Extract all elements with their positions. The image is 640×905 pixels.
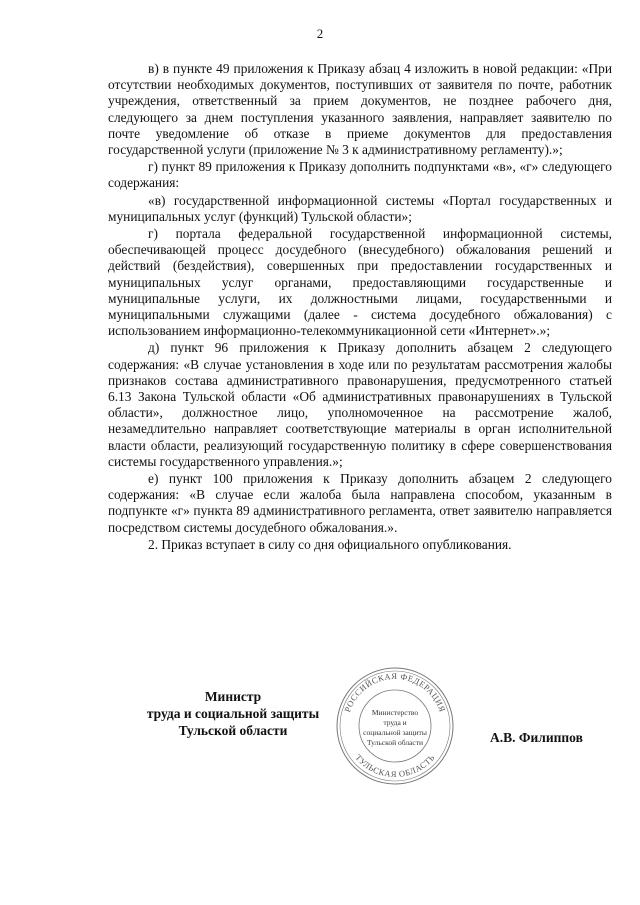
signatory-title-line2: труда и социальной защиты (146, 706, 320, 721)
seal-ring-bottom-text: ТУЛЬСКАЯ ОБЛАСТЬ (353, 752, 437, 780)
seal-ring-top-text: РОССИЙСКАЯ ФЕДЕРАЦИЯ (342, 670, 448, 714)
paragraph-e: е) пункт 100 приложения к Приказу дополнить абзацем 2 следующего содержания: «В случае если жалоба была направлена способом, указанным в подпункте «г» пункта 89 административного регламента, ответ заявителю направляется посредством системы досудебного обжалования.». (108, 471, 612, 535)
svg-text:ТУЛЬСКАЯ ОБЛАСТЬ (353, 752, 436, 779)
paragraph-v: в) в пункте 49 приложения к Приказу абзац 4 изложить в новой редакции: «При отсутствии необходимых документов, поступивших от заявителя по почте, работник учреждения, ответственный за прием документов, не позднее рабочего дня, следующего за днем поступления указанного заявления, направляет заявителю по почте уведомление об отказе в приеме документов для предоставления государственной услуги (приложение № 3 к административному регламенту).»; (108, 61, 612, 158)
seal-center-text (355, 708, 435, 748)
subparagraph-g: г) портала федеральной государственной информационной системы, обеспечивающей процесс досудебного (внесудебного) обжалования решений и действий (бездействия), совершенных при предоставлении государственных и муниципальных услуг органами, предоставляющими государственные и муниципальные услуги, их должностными лицами, государственными и муниципальными служащими (далее - система досудебного обжалования) с использованием информационно-телекоммуникационной сети «Интернет».»; (108, 226, 612, 339)
signatory-name: А.В. Филиппов (490, 730, 583, 745)
document-body (108, 61, 612, 554)
seal-center-line2: труда и (383, 718, 407, 727)
seal-center-line1: Министерство (371, 708, 419, 717)
seal-center-line4: Тульской области (366, 738, 424, 747)
page-number: 2 (316, 26, 324, 41)
seal-center-line3: социальной защиты (363, 728, 427, 737)
paragraph-g: г) пункт 89 приложения к Приказу дополнить подпунктами «в», «г» следующего содержания: (108, 159, 612, 191)
signatory-title (138, 688, 328, 739)
signatory-title-line1: Министр (204, 689, 262, 704)
paragraph-d: д) пункт 96 приложения к Приказу дополнить абзацем 2 следующего содержания: «В случае установления в ходе или по результатам рассмотрения жалобы признаков состава административного правонарушения, предусмотренного статьей 6.13 Закона Тульской области «Об административных правонарушениях в Тульской области», должностное лицо, уполномоченное на рассмотрение жалоб, незамедлительно направляет соответствующие материалы в орган исполнительной власти области, реализующий государственную политику в сфере совершенствования системы государственного управления.»; (108, 340, 612, 469)
signatory-title-line3: Тульской области (178, 723, 288, 738)
paragraph-effective-date: 2. Приказ вступает в силу со дня официального опубликования. (148, 536, 512, 552)
subparagraph-v: «в) государственной информационной системы «Портал государственных и муниципальных услуг (функций) Тульской области»; (108, 192, 612, 224)
